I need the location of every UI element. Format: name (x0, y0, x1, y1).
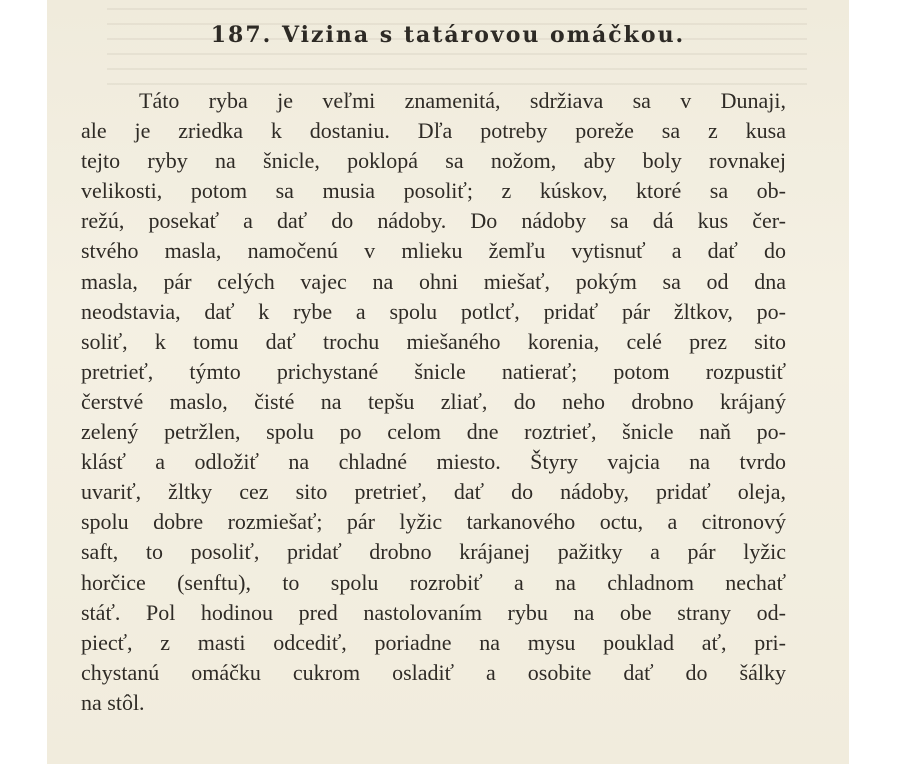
text-line: soliť, k tomu dať trochu miešaného korenia, celé prez sito (81, 328, 786, 354)
recipe-body (81, 86, 786, 718)
text-line: stáť. Pol hodinou pred nastolovaním rybu na obe strany od- (81, 599, 786, 625)
text-line: zelený petržlen, spolu po celom dne roztrieť, šnicle naň po- (81, 419, 786, 445)
text-line: spolu dobre rozmiešať; pár lyžic tarkanového octu, a citronový (81, 509, 786, 535)
text-line: chystanú omáčku cukrom osladiť a osobite dať do šálky (81, 659, 786, 685)
text-line: čerstvé maslo, čisté na tepšu zliať, do neho drobno krájaný (81, 388, 786, 414)
text-line: horčice (senftu), to spolu rozrobiť a na chladnom nechať (81, 569, 786, 595)
text-line: velikosti, potom sa musia posoliť; z kúskov, ktoré sa ob- (81, 178, 786, 204)
text-line: pretrieť, týmto prichystané šnicle natierať; potom rozpustiť (81, 358, 786, 384)
text-line: klásť a odložiť na chladné miesto. Štyry vajcia na tvrdo (81, 449, 786, 475)
text-line: Táto ryba je veľmi znamenitá, sdržiava sa v Dunaji, (139, 88, 786, 113)
text-line: masla, pár celých vajec na ohni miešať, pokým sa od dna (81, 268, 786, 294)
recipe-title: 187. Vizina s tatárovou omáčkou. (210, 22, 686, 48)
text-line: neodstavia, dať k rybe a spolu potlcť, pridať pár žltkov, po- (81, 298, 786, 324)
text-line: uvariť, žltky cez sito pretrieť, dať do nádoby, pridať oleja, (81, 479, 786, 505)
text-line: stvého masla, namočenú v mlieku žemľu vytisnuť a dať do (81, 238, 786, 264)
text-line: na stôl. (81, 689, 145, 715)
text-line: ale je zriedka k dostaniu. Dľa potreby poreže sa z kusa (81, 118, 786, 144)
text-line: tejto ryby na šnicle, poklopá sa nožom, aby boly rovnakej (81, 148, 786, 174)
text-line: režú, posekať a dať do nádoby. Do nádoby sa dá kus čer- (81, 208, 786, 234)
scanned-page (47, 0, 849, 764)
text-line: saft, to posoliť, pridať drobno krájanej pažitky a pár lyžic (81, 539, 786, 565)
text-line: piecť, z masti odcediť, poriadne na mysu pouklad ať, pri- (81, 629, 786, 655)
